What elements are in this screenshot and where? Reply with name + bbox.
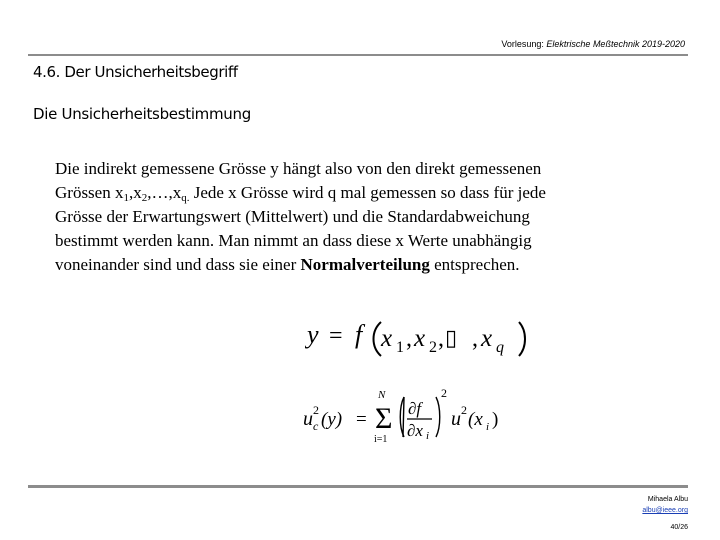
f2-sum: Σ: [375, 402, 393, 435]
f2-df: ∂f: [408, 399, 422, 418]
f1-comma1: ,: [406, 326, 412, 352]
body-line-3: Grösse der Erwartungswert (Mittelwert) und die Standardabweichung: [55, 207, 530, 226]
f2-equals: =: [356, 409, 367, 430]
body-line-5a: voneinander sind und dass sie einer: [55, 255, 301, 274]
body-line-5b: entsprechen.: [429, 255, 520, 274]
subscript-q: q.: [181, 192, 190, 204]
f1-equals: =: [329, 323, 343, 349]
body-line-2c: Jede x Grösse wird q mal gemessen so dass für jede: [189, 183, 546, 202]
f1-xq: x: [481, 325, 493, 352]
f2-N: N: [378, 389, 386, 401]
f1-missing-glyph: ▯: [445, 325, 458, 350]
f2-xi-close: ): [492, 409, 499, 430]
footer: [642, 494, 688, 533]
uncertainty-formula: [300, 385, 505, 447]
subscript-2: 2: [141, 192, 148, 204]
body-bold-term: Normalverteilung: [300, 255, 430, 274]
f2-y: (y): [321, 409, 343, 430]
body-line-2a: Grössen x: [55, 183, 124, 202]
bottom-divider: [28, 485, 688, 488]
body-sep-1: ,x: [128, 183, 142, 202]
f2-u: u: [303, 408, 313, 430]
page-number: 40/26: [670, 524, 688, 531]
footer-author: Mihaela Albu: [647, 496, 688, 503]
f1-close-paren: [519, 322, 525, 356]
section-title: 4.6. Der Unsicherheitsbegriff: [33, 63, 238, 81]
subtitle: Die Unsicherheitsbestimmung: [33, 105, 251, 123]
f1-open-paren: [374, 322, 382, 356]
f1-f: f: [355, 320, 363, 349]
f1-subq: q: [496, 339, 504, 356]
header-prefix: Vorlesung:: [501, 39, 547, 49]
f2-sub-c: c: [313, 419, 319, 433]
f2-square: 2: [441, 386, 447, 400]
f2-dx-sub-i: i: [426, 430, 430, 442]
f1-x1: x: [381, 325, 393, 352]
f2-sup-2: 2: [313, 403, 319, 417]
body-paragraph: [55, 157, 665, 277]
subscript-1: 1: [123, 192, 129, 204]
f1-sub1: 1: [396, 339, 404, 356]
f2-xi-sub: i: [486, 421, 490, 433]
body-line-1: Die indirekt gemessene Grösse y hängt also von den direkt gemessenen: [55, 159, 542, 178]
f2-xi: (x: [468, 409, 483, 430]
top-divider: [28, 54, 688, 56]
header-course: Elektrische Meßtechnik 2019-2020: [546, 39, 685, 49]
f2-close-paren: [436, 397, 440, 437]
f2-dx: ∂x: [407, 421, 423, 440]
f1-sub2: 2: [429, 339, 437, 356]
function-formula: [305, 313, 540, 358]
f1-y: y: [307, 320, 319, 349]
footer-email-link[interactable]: albu@ieee.org: [642, 507, 688, 514]
header-course-line: [501, 39, 685, 49]
body-line-4: bestimmt werden kann. Man nimmt an dass diese x Werte unabhängig: [55, 231, 532, 250]
f2-i1: i=1: [374, 434, 388, 445]
f1-x2: x: [414, 325, 426, 352]
f1-comma3: ,: [472, 326, 478, 352]
f2-u2-sup: 2: [461, 403, 467, 417]
f2-u2: u: [451, 408, 461, 430]
f1-comma2: ,: [438, 326, 444, 352]
body-line-2b: ,…,x: [147, 183, 182, 202]
f2-bracket-left: [403, 397, 404, 437]
